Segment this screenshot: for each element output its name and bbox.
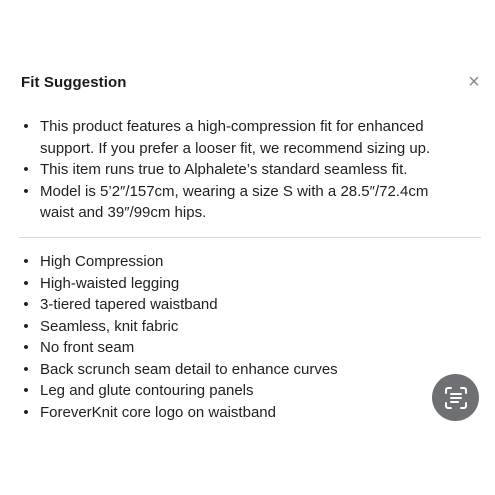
bullet: • [23,403,29,421]
list-item [0,337,470,359]
feature-text: Back scrunch seam detail to enhance curves [40,360,338,378]
bullet: • [23,317,29,335]
bullet: • [23,253,29,270]
feature-text: Leg and glute contouring panels [40,382,254,399]
bullet: • [23,339,29,356]
feature-text: High Compression [40,253,164,270]
list-item [0,359,470,381]
bullet: • [23,118,29,135]
feature-text: ForeverKnit core logo on waistband [40,403,276,421]
fit-note-text: Model is 5’2″/157cm, wearing a size S with a 28.5″/72.4cm waist and 39″/99cm hips. [40,182,429,221]
bullet: • [23,274,29,292]
list-item [0,251,470,273]
fit-notes-list [0,116,470,224]
list-item [0,294,470,316]
list-item [0,159,470,181]
text-scan-button[interactable] [432,374,479,421]
bullet: • [23,296,29,313]
list-item [0,181,470,224]
feature-text: No front seam [40,339,135,356]
list-item [0,380,470,402]
fit-note-text: This item runs true to Alphalete’s standard seamless fit. [40,161,408,178]
list-item [0,402,470,424]
features-list [0,251,470,423]
list-item [0,273,470,295]
bullet: • [23,382,29,399]
bullet: • [23,360,29,378]
section-divider [19,237,481,238]
bullet: • [23,161,29,178]
close-icon[interactable]: × [468,71,480,93]
list-item [0,316,470,338]
feature-text: Seamless, knit fabric [40,317,179,335]
panel-title: Fit Suggestion [21,74,127,91]
feature-text: High-waisted legging [40,274,180,292]
feature-text: 3-tiered tapered waistband [40,296,218,313]
bullet: • [23,182,29,200]
fit-note-text: This product features a high-compression fit for enhanced support. If you prefer a looser fit, we recommend sizing up. [40,118,431,157]
list-item [0,116,470,159]
text-scan-icon [443,385,469,411]
